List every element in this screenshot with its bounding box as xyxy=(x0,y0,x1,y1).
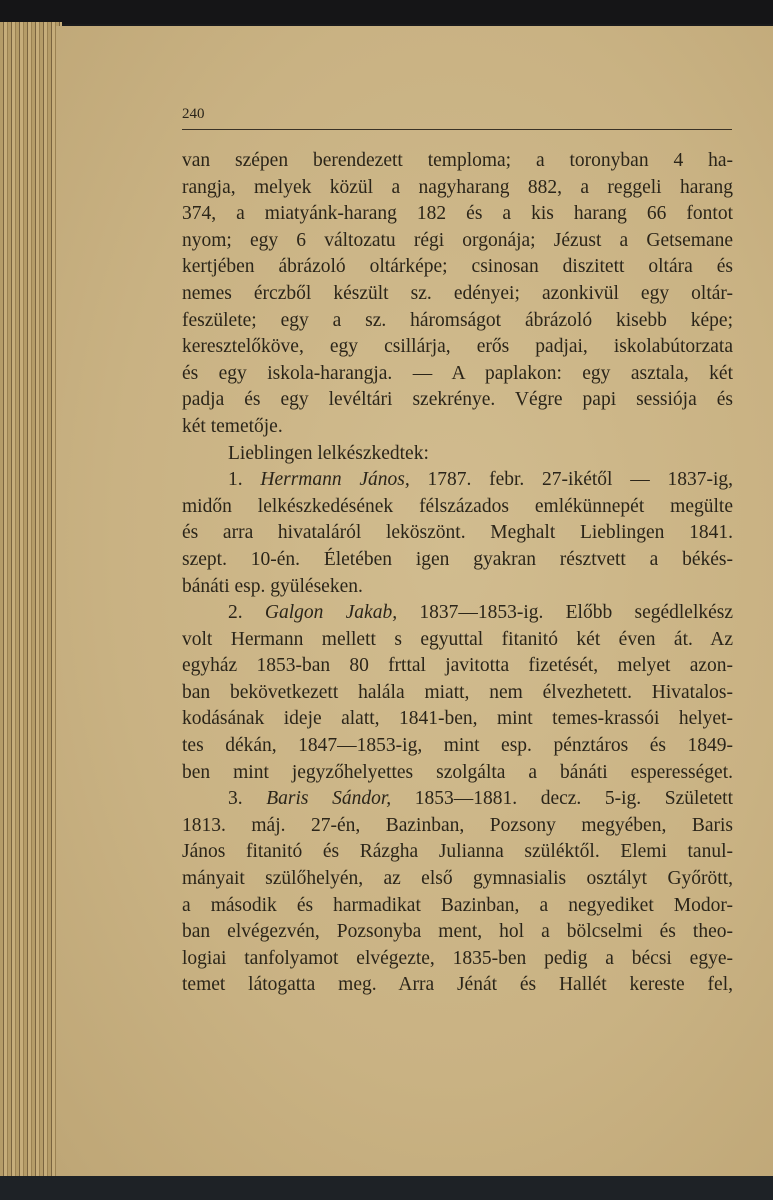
text-line xyxy=(182,148,733,175)
text-line xyxy=(182,786,733,813)
text-line xyxy=(182,813,733,840)
text-line xyxy=(182,361,733,388)
text-line xyxy=(182,201,733,228)
line-text: nyom; egy 6 változatu régi orgonája; Jézust a Getsemane xyxy=(182,229,733,251)
line-text: bánáti esp. gyüléseken. xyxy=(182,575,363,597)
text-line xyxy=(182,946,733,973)
line-text: a második és harmadikat Bazinban, a negyediket Modor- xyxy=(182,894,733,916)
line-text: ban bekövetkezett halála miatt, nem élvezhetett. Hivatalos- xyxy=(182,681,733,703)
line-text: és egy iskola-harangja. — A paplakon: egy asztala, két xyxy=(182,362,733,384)
pastor-name: Baris Sándor, xyxy=(266,788,392,810)
text-line xyxy=(182,574,733,601)
text-line xyxy=(182,387,733,414)
text-line xyxy=(182,494,733,521)
line-text: keresztelőköve, egy csillárja, erős padjai, iskolabútorzata xyxy=(182,336,733,358)
list-number: 1. xyxy=(228,469,261,491)
line-text: ban elvégezvén, Pozsonyba ment, hol a bölcselmi és theo- xyxy=(182,921,733,943)
text-line xyxy=(182,653,733,680)
text-line xyxy=(182,334,733,361)
line-text: van szépen berendezett temploma; a toronyban 4 ha- xyxy=(182,150,733,171)
text-line xyxy=(182,706,733,733)
text-line xyxy=(182,281,733,308)
line-text: 374, a miatyánk-harang 182 és a kis harang 66 fontot xyxy=(182,203,733,225)
line-text: nemes érczből készült sz. edényei; azonkivül egy oltár- xyxy=(182,282,733,304)
line-text: tes dékán, 1847—1853-ig, mint esp. pénztáros és 1849- xyxy=(182,735,733,757)
text-line xyxy=(182,228,733,255)
list-number: 2. xyxy=(228,602,265,624)
line-text: volt Hermann mellett s egyuttal fitanitó két éven át. Az xyxy=(182,628,733,650)
text-line xyxy=(182,547,733,574)
line-text: és arra hivataláról leköszönt. Meghalt Lieblingen 1841. xyxy=(182,522,733,544)
line-text: szept. 10-én. Életében igen gyakran résztvett a békés- xyxy=(182,548,733,570)
line-text: egyház 1853-ban 80 frttal javitotta fizetését, melyet azon- xyxy=(182,655,733,677)
text-line xyxy=(182,254,733,281)
text-line xyxy=(182,760,733,787)
line-text: Lieblingen lelkészkedtek: xyxy=(228,442,429,464)
line-text: kertjében ábrázoló oltárképe; csinosan diszitett oltára és xyxy=(182,256,733,278)
text-line xyxy=(182,733,733,760)
scan-top-edge xyxy=(0,0,773,24)
line-text: 1853—1881. decz. 5-ig. Született xyxy=(391,788,734,810)
line-text: feszülete; egy a sz. háromságot ábrázoló kisebb képe; xyxy=(182,309,733,331)
list-number: 3. xyxy=(228,788,267,810)
line-text: ben mint jegyzőhelyettes szolgálta a bánáti esperességet. xyxy=(182,761,733,783)
line-text: rangja, melyek közül a nagyharang 882, a reggeli harang xyxy=(182,176,733,198)
body-text xyxy=(182,148,733,999)
text-line xyxy=(182,308,733,335)
text-line xyxy=(182,600,733,627)
line-text: midőn lelkészkedésének félszázados emlékünnepét megülte xyxy=(182,495,733,517)
text-line xyxy=(182,441,733,468)
text-line xyxy=(182,175,733,202)
line-text: 1837—1853-ig. Előbb segédlelkész xyxy=(397,602,734,624)
line-text: kodásának ideje alatt, 1841-ben, mint temes-krassói helyet- xyxy=(182,708,733,730)
text-line xyxy=(182,919,733,946)
text-line xyxy=(182,467,733,494)
text-line xyxy=(182,972,733,999)
line-text: János fitanitó és Rázgha Julianna szüléktől. Elemi tanul- xyxy=(182,841,733,863)
scan-bottom-edge xyxy=(0,1176,773,1200)
page-stack-edges xyxy=(0,22,62,1177)
text-line xyxy=(182,680,733,707)
text-line xyxy=(182,893,733,920)
line-text: 1787. febr. 27-ikétől — 1837-ig, xyxy=(409,469,733,491)
line-text: 1813. máj. 27-én, Bazinban, Pozsony megyében, Baris xyxy=(182,814,733,836)
text-line xyxy=(182,627,733,654)
text-line xyxy=(182,866,733,893)
line-text: két temetője. xyxy=(182,415,283,437)
pastor-name: Herrmann János, xyxy=(260,469,410,491)
line-text: padja és egy levéltári szekrénye. Végre papi sessiója és xyxy=(182,389,733,411)
line-text: logiai tanfolyamot elvégezte, 1835-ben pedig a bécsi egye- xyxy=(182,947,733,969)
pastor-name: Galgon Jakab, xyxy=(264,602,398,624)
page-number: 240 xyxy=(182,106,205,122)
text-line xyxy=(182,520,733,547)
line-text: mányait szülőhelyén, az első gymnasialis osztályt Győrött, xyxy=(182,868,733,890)
text-line xyxy=(182,414,733,441)
line-text: temet látogatta meg. Arra Jénát és Hallét kereste fel, xyxy=(182,974,733,996)
header-rule xyxy=(182,129,732,130)
text-line xyxy=(182,839,733,866)
